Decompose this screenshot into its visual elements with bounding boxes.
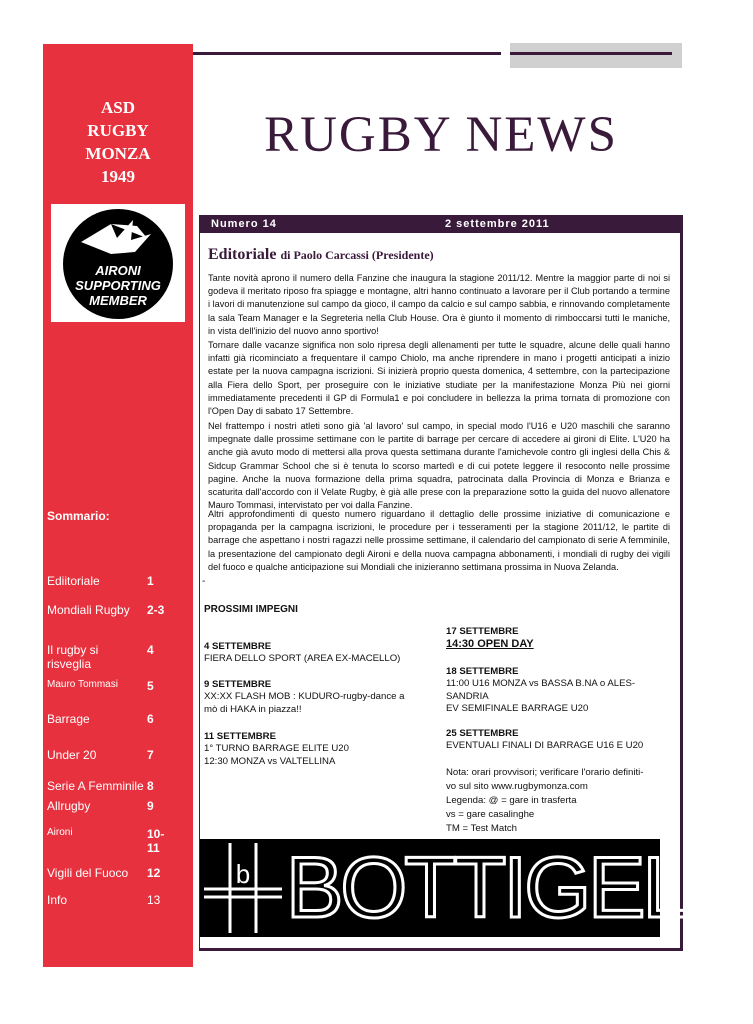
- editorial-paragraph: Tornare dalle vacanze significa non solo ripresa degli allenamenti per tutte le squadre, alcune delle quali hanno infatti già ricominciato a frequentare il campo Chiolo, ma anche riprendere in mano i progetti anticipati a inizio estate per la nuova campagna iscrizioni. Si inizierà proprio questa domenica, 4 settembre, con la partecipazione alla Fiera dello Sport, per proseguire con le iniziative studiate per la manifestazione Monza Più nei giorni immediatamente precedenti il GP di Formula1 e poi concludere in bellezza la prima tornata di promozione con l'Open Day di sabato 17 Settembre.: [208, 340, 670, 417]
- sidebar: ASD RUGBY MONZA 1949 AIRONI SUPPORTING MEMBER Sommario: Ediitoriale 1 Mondiali Rugby 2-3 Il rugby si risveglia 4 Mauro Tommasi 5 Barrage 6 Under 20 7 Serie A Femminile 8 Allrugby 9 Aironi 10-11 Vigili del Fuoco 12 Info 13: [43, 44, 193, 967]
- issue-date: 2 settembre 2011: [445, 218, 550, 230]
- editorial-title: Editoriale di Paolo Carcassi (Presidente): [208, 246, 434, 263]
- top-rule: [181, 52, 501, 55]
- issue-number: Numero 14: [211, 218, 277, 230]
- event-9-sett: 9 SETTEMBRE XX:XX FLASH MOB : KUDURO-rugby-dance a mò di HAKA in piazza!!: [204, 679, 405, 715]
- impegni-title: PROSSIMI IMPEGNI: [204, 604, 298, 615]
- svg-text:MEMBER: MEMBER: [89, 293, 147, 308]
- editorial-paragraph: Tante novità aprono il numero della Fanzine che inaugura la stagione 2011/12. Mentre la maggior parte di noi si godeva il meritato riposo fra spiagge e montagne, altri hanno continuato a lavorare per il Club portando a termine i lavori di manutenzione sul campo da gioco, il campo da calcio e sul campo sabbia, e rinnovando completamente la sala Team Manager e la Segreteria nella Club House. Ora è giunto il momento di rimboccarsi tutti le maniche, in vista dell'inizio del nuovo anno sportivo!: [208, 273, 670, 336]
- schedule-note: Nota: orari provvisori; verificare l'orario definiti- vo sul sito www.rugbymonza.com Legenda: @ = gare in trasferta vs = gare casalinghe TM = Test Match: [446, 767, 644, 834]
- sponsor-banner: [200, 839, 753, 937]
- svg-text:AIRONI: AIRONI: [95, 263, 141, 278]
- sponsor-name: BOTTIGELLI: [286, 840, 753, 936]
- editorial-paragraph: Nel frattempo i nostri atleti sono già 'al lavoro' sul campo, in special modo l'U16 e U20 maschili che saranno impegnate dalle prossime settimane con le partite di barrage per cercare di accedere ai gironi di Elite. L'U20 ha anche già avuto modo di mettersi alla prova questa settimana durante l'amichevole contro gli inglesi della Chis & Sidcup Grammar School che si è tenuta lo scorso martedì e di cui potete leggere il resoconto nelle prossime pagine. Anche la nuova formazione della prima squadra, patrocinata dalla Provincia di Monza e Brianza e scaturita dall'accordo con il Velate Rugby, è già alle prese con la preparazione sotto la guida del nuovo allenatore Mauro Tommasi, intervistato per voi dalla Fanzine.: [208, 421, 670, 511]
- editorial-paragraph: Altri approfondimenti di questo numero riguardano il dettaglio delle prossime iniziative di comunicazione e propaganda per la campagna iscrizioni, le procedure per i tesseramenti per la stagione 2011/12, le partite di barrage che aspettano i nostri ragazzi nelle prossime settimane, il calendario del campionato di serie A femminile, la presentazione del campionato degli Aironi e della nuova campagna abbonamenti, i mondiali di rugby dei vigili del fuoco e qualche anticipazione sui Mondiali che inizieranno settimana prossima in Nuova Zelanda.: [208, 509, 670, 572]
- issue-bar: [200, 216, 680, 233]
- event-11-sett: 11 SETTEMBRE 1° TURNO BARRAGE ELITE U20 12:30 MONZA vs VALTELLINA: [204, 731, 349, 767]
- top-gray-bar: [510, 43, 682, 68]
- club-name: ASD RUGBY MONZA 1949: [85, 98, 151, 186]
- event-4-sett: 4 SETTEMBRE FIERA DELLO SPORT (AREA EX-MACELLO): [204, 641, 401, 665]
- event-17-sett: 17 SETTEMBRE 14:30 OPEN DAY: [446, 626, 534, 651]
- event-25-sett: 25 SETTEMBRE EVENTUALI FINALI DI BARRAGE U16 E U20: [446, 728, 644, 752]
- masthead-title: RUGBY NEWS: [264, 107, 618, 163]
- svg-text:SUPPORTING: SUPPORTING: [75, 278, 161, 293]
- separator-dash: -: [202, 576, 206, 587]
- toc-title: Sommario:: [47, 509, 110, 523]
- sponsor-monogram: [200, 839, 286, 937]
- svg-text:b: b: [235, 859, 251, 889]
- event-18-sett: 18 SETTEMBRE 11:00 U16 MONZA vs BASSA B.NA o ALES- SANDRIA EV SEMIFINALE BARRAGE U20: [446, 666, 636, 715]
- editorial-byline: di Paolo Carcassi (Presidente): [280, 248, 434, 262]
- aironi-logo: [51, 204, 185, 322]
